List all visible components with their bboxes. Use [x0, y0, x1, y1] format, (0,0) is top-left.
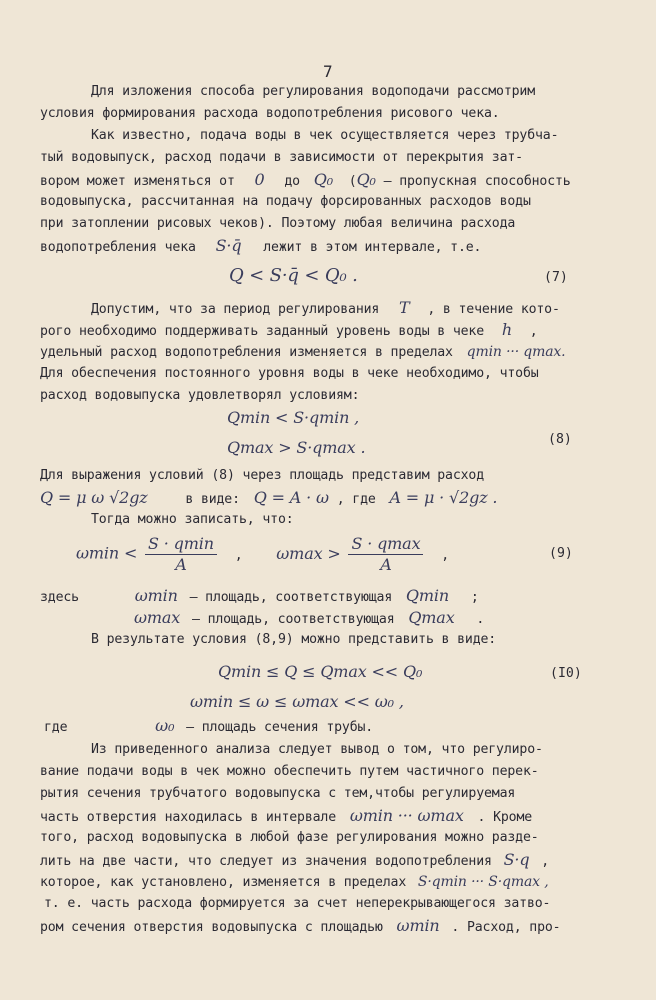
- equation-number: (9): [549, 546, 573, 561]
- formula: A = μ · √2gz .: [389, 488, 498, 507]
- text: , в течение кото-: [427, 302, 560, 317]
- formula: Q₀: [356, 170, 376, 189]
- denominator: A: [380, 555, 392, 574]
- text-line: [40, 918, 560, 936]
- formula: Qmin: [405, 586, 450, 605]
- text: здесь: [40, 590, 79, 605]
- text: водопотребления чека: [40, 240, 196, 255]
- text: удельный расход водопотребления изменяется в пределах: [40, 345, 453, 360]
- equation-10b: ωmin ≤ ω ≤ ωmax << ω₀ ,: [190, 692, 404, 711]
- text-line: [40, 344, 565, 361]
- formula: ωmax >: [276, 543, 341, 563]
- text: (: [348, 174, 357, 189]
- text: ,: [441, 547, 450, 563]
- equation-7: Q < S·q̄ < Q₀ .: [229, 265, 358, 286]
- denominator: A: [175, 555, 187, 574]
- text-line: [40, 852, 549, 870]
- text: лить на две части, что следует из значения водопотребления: [40, 854, 492, 869]
- text-line: Тогда можно записать, что:: [91, 512, 294, 527]
- equation-number: (I0): [550, 666, 582, 681]
- text: рого необходимо поддерживать заданный уровень воды в чеке: [40, 324, 485, 339]
- text: . Расход, про-: [451, 920, 561, 935]
- formula: qmin ··· qmax.: [466, 344, 566, 360]
- formula: ωmax: [134, 608, 181, 627]
- fraction: [145, 534, 217, 575]
- text: . Кроме: [477, 810, 533, 825]
- text: .: [476, 612, 485, 627]
- formula: ωmin <: [76, 543, 138, 563]
- text-line: при затоплении рисовых чеков). Поэтому любая величина расхода: [40, 216, 516, 231]
- text-line: расход водовыпуска удовлетворял условиям:: [40, 388, 360, 403]
- equation-8b: Qmax > S·qmax .: [227, 438, 366, 457]
- text-line: Для изложения способа регулирования водоподачи рассмотрим: [91, 84, 536, 99]
- formula: ωmin: [396, 916, 440, 935]
- text-line: [40, 808, 532, 826]
- formula: T: [399, 298, 410, 317]
- text-line: [134, 610, 484, 628]
- formula: ωmin ··· ωmax: [349, 806, 464, 825]
- text: – площадь сечения трубы.: [186, 720, 374, 735]
- text: до: [284, 174, 300, 189]
- text-line: [40, 172, 571, 190]
- text-line: Из приведенного анализа следует вывод о том, что регулиро-: [91, 742, 543, 757]
- text: в виде:: [185, 492, 240, 507]
- text-line: Как известно, подача воды в чек осуществляется через трубча-: [91, 128, 559, 143]
- text-line: В результате условия (8,9) можно представить в виде:: [91, 632, 497, 647]
- numerator: S · qmin: [145, 534, 217, 555]
- text-line: т. е. часть расхода формируется за счет неперекрывающегося затво-: [44, 896, 551, 911]
- text-line: Для обеспечения постоянного уровня воды в чеке необходимо, чтобы: [40, 366, 539, 381]
- text-line: тый водовыпуск, расход подачи в зависимости от перекрытия зат-: [40, 150, 523, 165]
- equation-9: [76, 534, 449, 575]
- text-line: [44, 718, 373, 736]
- formula: h: [501, 320, 512, 339]
- text: ром сечения отверстия водовыпуска с площадью: [40, 920, 383, 935]
- text-line: [40, 588, 479, 606]
- equation-number: (7): [544, 270, 568, 285]
- text: , где: [336, 492, 376, 507]
- formula: ωmin: [134, 586, 178, 605]
- text-line: [40, 322, 538, 340]
- text: – площадь, соответствующая: [189, 590, 393, 605]
- text: – площадь, соответствующая: [191, 612, 395, 627]
- text-line: водовыпуска, рассчитанная на подачу форсированных расходов воды: [40, 194, 531, 209]
- formula: Q = μ ω √2gz: [40, 488, 148, 507]
- numerator: S · qmax: [348, 534, 423, 555]
- page-number: 7: [323, 62, 333, 81]
- text: которое, как установлено, изменяется в пределах: [40, 875, 407, 890]
- formula: Q₀: [313, 170, 333, 189]
- text: где: [44, 720, 68, 735]
- text-line: Для выражения условий (8) через площадь представим расход: [40, 468, 485, 483]
- text: ,: [529, 324, 538, 339]
- text: вором может изменяться от: [40, 174, 235, 189]
- text: ;: [470, 590, 479, 605]
- text-line: [40, 874, 549, 891]
- text-line: вание подачи воды в чек можно обеспечить путем частичного перек-: [40, 764, 539, 779]
- formula: S·q: [503, 850, 530, 869]
- text-line: [40, 238, 481, 256]
- text: часть отверстия находилась в интервале: [40, 810, 337, 825]
- text: Допустим, что за период регулирования: [91, 302, 380, 317]
- formula: Qmax: [408, 608, 455, 627]
- fraction: [348, 534, 423, 575]
- text-line: [91, 300, 560, 318]
- text-line: [40, 490, 497, 508]
- text-line: условия формирования расхода водопотребления рисового чека.: [40, 106, 500, 121]
- equation-number: (8): [548, 432, 572, 447]
- text-line: рытия сечения трубчатого водовыпуска с тем,чтобы регулируемая: [40, 786, 516, 801]
- equation-8a: Qmin < S·qmin ,: [227, 408, 360, 427]
- text: ,: [234, 547, 243, 563]
- formula: S·q̄: [215, 236, 242, 255]
- text: лежит в этом интервале, т.е.: [263, 240, 482, 255]
- formula: 0: [254, 170, 265, 189]
- text: ,: [541, 854, 550, 869]
- formula: Q = A · ω: [253, 488, 329, 507]
- text: – пропускная способность: [383, 174, 571, 189]
- formula: ω₀: [155, 716, 175, 735]
- formula: S·qmin ··· S·qmax ,: [417, 874, 549, 890]
- equation-10a: Qmin ≤ Q ≤ Qmax << Q₀: [218, 662, 423, 681]
- text-line: того, расход водовыпуска в любой фазе регулирования можно разде-: [40, 830, 539, 845]
